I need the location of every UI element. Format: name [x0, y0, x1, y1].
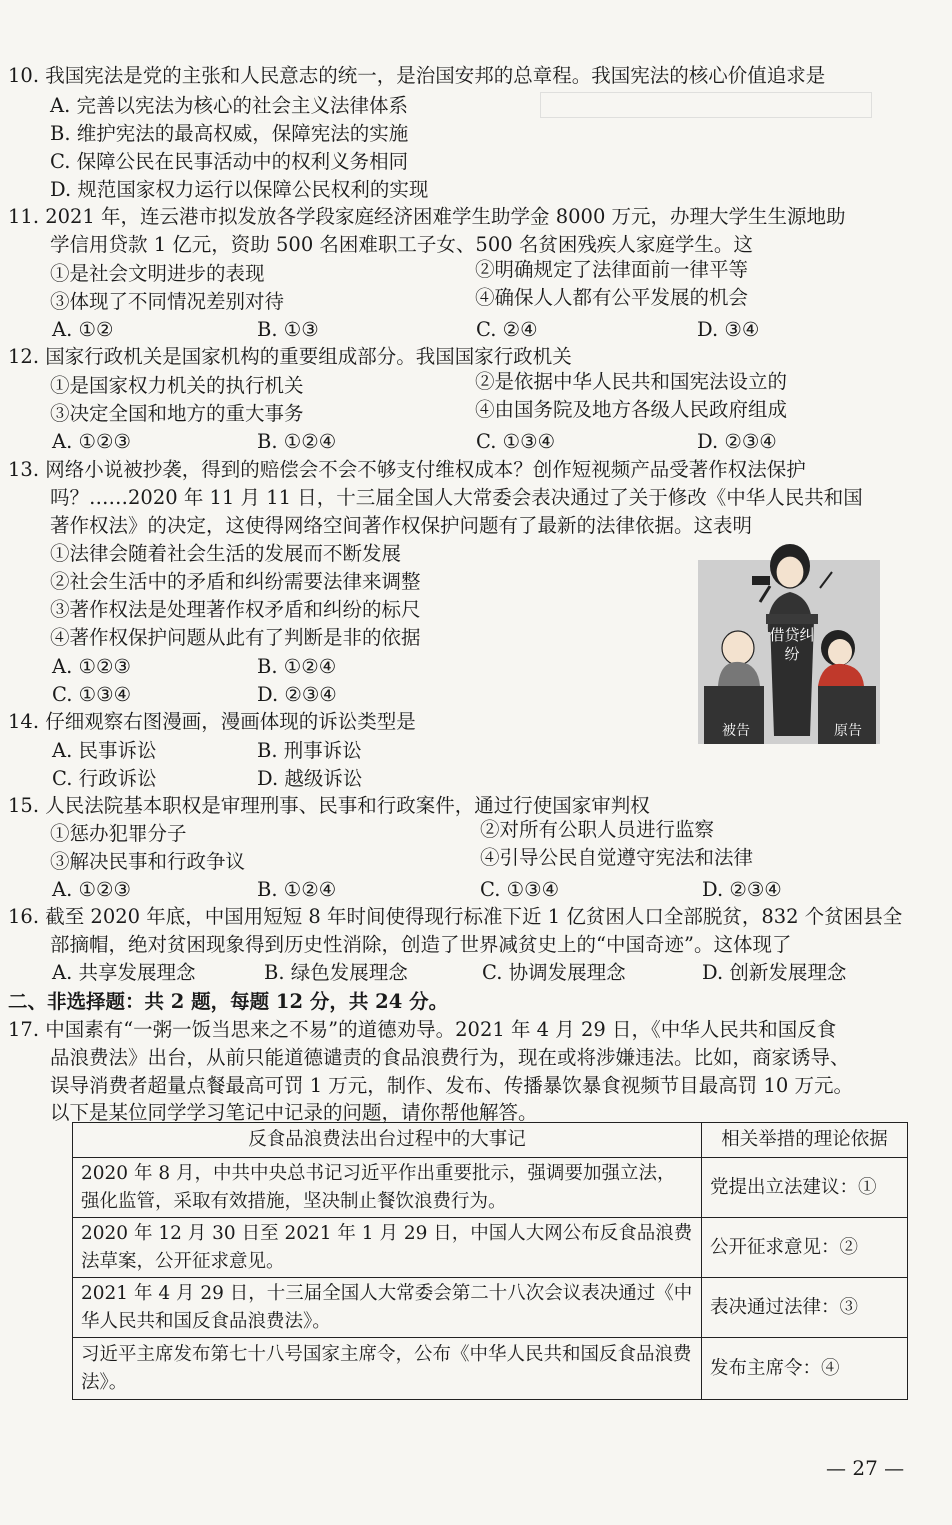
q13-statement-2: ②社会生活中的矛盾和纠纷需要法律来调整 [50, 570, 421, 593]
table-row [73, 1338, 908, 1400]
table-cell-basis: 发布主席令：④ [702, 1338, 908, 1400]
q10-option-c: C. 保障公民在民事活动中的权利义务相同 [50, 150, 409, 173]
q15-statement-2: ②对所有公职人员进行监察 [480, 818, 715, 841]
q11-option-b: B. ①③ [257, 318, 319, 341]
q11-statement-4: ④确保人人都有公平发展的机会 [475, 286, 749, 309]
table-row [73, 1278, 908, 1338]
q12-option-c: C. ①③④ [476, 430, 556, 453]
q10-option-a: A. 完善以宪法为核心的社会主义法律体系 [50, 94, 408, 117]
table-header-basis: 相关举措的理论依据 [702, 1123, 908, 1158]
q15-stem: 15. 人民法院基本职权是审理刑事、民事和行政案件，通过行使国家审判权 [8, 794, 650, 817]
q11-statement-3: ③体现了不同情况差别对待 [50, 290, 285, 313]
q14-option-a: A. 民事诉讼 [52, 739, 157, 762]
q12-options [52, 428, 932, 455]
q16-option-a: A. 共享发展理念 [52, 961, 196, 984]
q17-line2: 品浪费法》出台，从前只能道德谴责的食品浪费行为，现在或将涉嫌违法。比如，商家诱导、 [50, 1046, 850, 1069]
q17-line1: 17. 中国素有“一粥一饭当思来之不易”的道德劝导。2021 年 4 月 29 日，《中华人民共和国反食 [8, 1018, 837, 1041]
q11-statement-1: ①是社会文明进步的表现 [50, 262, 265, 285]
q10-option-d: D. 规范国家权力运行以保障公民权利的实现 [50, 178, 429, 201]
section2-heading: 二、非选择题：共 2 题，每题 12 分，共 24 分。 [8, 990, 449, 1013]
q12-statement-3: ③决定全国和地方的重大事务 [50, 402, 304, 425]
q12-option-b: B. ①②④ [257, 430, 337, 453]
q16-stem-line2: 部摘帽，绝对贫困现象得到历史性消除，创造了世界减贫史上的“中国奇迹”。这体现了 [50, 933, 792, 956]
q14-option-b: B. 刑事诉讼 [257, 739, 362, 762]
q14-options-row1 [52, 737, 452, 764]
q15-options [52, 876, 932, 903]
table-row [73, 1158, 908, 1218]
q12-statement-2: ②是依据中华人民共和国宪法设立的 [475, 370, 788, 393]
table-row [73, 1218, 908, 1278]
q15-statement-1: ①惩办犯罪分子 [50, 822, 187, 845]
q13-statement-1: ①法律会随着社会生活的发展而不断发展 [50, 542, 402, 565]
q14-stem: 14. 仔细观察右图漫画，漫画体现的诉讼类型是 [8, 710, 416, 733]
q17-line4: 以下是某位同学学习笔记中记录的问题，请你帮他解答。 [50, 1101, 538, 1124]
table-cell-event: 2021 年 4 月 29 日，十三届全国人大常委会第二十八次会议表决通过《中华人民共和国反食品浪费法》。 [73, 1278, 702, 1338]
table-cell-basis: 党提出立法建议：① [702, 1158, 908, 1218]
q16-option-c: C. 协调发展理念 [482, 961, 626, 984]
q11-stem-line1: 11. 2021 年，连云港市拟发放各学段家庭经济困难学生助学金 8000 万元，办理大学生生源地助 [8, 205, 846, 228]
q13-stem-line1: 13. 网络小说被抄袭，得到的赔偿会不会不够支付维权成本？创作短视频产品受著作权法保护 [8, 458, 806, 481]
q16-option-d: D. 创新发展理念 [702, 961, 847, 984]
q16-stem-line1: 16. 截至 2020 年底，中国用短短 8 年时间使得现行标准下近 1 亿贫困人口全部脱贫，832 个贫困县全 [8, 905, 903, 928]
q12-option-d: D. ②③④ [697, 430, 777, 453]
q17-line3: 误导消费者超量点餐最高可罚 1 万元，制作、发布、传播暴饮暴食视频节目最高罚 10 万元。 [50, 1074, 854, 1097]
table-cell-event: 2020 年 12 月 30 日至 2021 年 1 月 29 日，中国人大网公布反食品浪费法草案，公开征求意见。 [73, 1218, 702, 1278]
q13-options-row2 [52, 681, 452, 708]
q14-option-c: C. 行政诉讼 [52, 767, 157, 790]
table-cell-event: 习近平主席发布第七十八号国家主席令，公布《中华人民共和国反食品浪费法》。 [73, 1338, 702, 1400]
q13-statement-4: ④著作权保护问题从此有了判断是非的依据 [50, 626, 421, 649]
q12-statement-4: ④由国务院及地方各级人民政府组成 [475, 398, 788, 421]
q15-option-d: D. ②③④ [702, 878, 782, 901]
q11-option-d: D. ③④ [697, 318, 760, 341]
bleed-through-strip [540, 92, 872, 118]
q15-option-c: C. ①③④ [480, 878, 560, 901]
cartoon-plaintiff-label: 原告 [834, 723, 862, 739]
q13-option-d: D. ②③④ [257, 683, 337, 706]
q13-option-c: C. ①③④ [52, 683, 132, 706]
food-waste-law-table [72, 1122, 908, 1400]
cartoon-banner-text: 借贷纠纷 [769, 626, 815, 663]
table-cell-basis: 表决通过法律：③ [702, 1278, 908, 1338]
cartoon-defendant-label: 被告 [722, 723, 750, 739]
q11-option-c: C. ②④ [476, 318, 538, 341]
q15-statement-3: ③解决民事和行政争议 [50, 850, 246, 873]
q12-stem: 12. 国家行政机关是国家机构的重要组成部分。我国国家行政机关 [8, 345, 572, 368]
page-number: — 27 — [826, 1456, 905, 1480]
q13-statement-3: ③著作权法是处理著作权矛盾和纠纷的标尺 [50, 598, 421, 621]
q12-option-a: A. ①②③ [52, 430, 131, 453]
q16-options [52, 959, 932, 986]
q11-stem-line2: 学信用贷款 1 亿元，资助 500 名困难职工子女、500 名贫困残疾人家庭学生。这 [50, 233, 753, 256]
q14-options-row2 [52, 765, 452, 792]
table-cell-basis: 公开征求意见：② [702, 1218, 908, 1278]
q11-option-a: A. ①② [52, 318, 114, 341]
q11-statement-2: ②明确规定了法律面前一律平等 [475, 258, 749, 281]
q10-option-b: B. 维护宪法的最高权威，保障宪法的实施 [50, 122, 409, 145]
table-cell-event: 2020 年 8 月，中共中央总书记习近平作出重要批示，强调要加强立法，强化监管，采取有效措施，坚决制止餐饮浪费行为。 [73, 1158, 702, 1218]
q13-options-row1 [52, 653, 452, 680]
table-header-events: 反食品浪费法出台过程中的大事记 [73, 1123, 702, 1158]
table-header-row [73, 1123, 908, 1158]
q10-stem: 10. 我国宪法是党的主张和人民意志的统一，是治国安邦的总章程。我国宪法的核心价值追求是 [8, 64, 826, 87]
q13-stem-line2: 吗？……2020 年 11 月 11 日，十三届全国人大常委会表决通过了关于修改《中华人民共和国 [50, 486, 863, 509]
q15-option-b: B. ①②④ [257, 878, 337, 901]
q13-stem-line3: 著作权法》的决定，这使得网络空间著作权保护问题有了最新的法律依据。这表明 [50, 514, 753, 537]
q13-option-b: B. ①②④ [257, 655, 337, 678]
q11-options [52, 316, 932, 343]
q15-option-a: A. ①②③ [52, 878, 131, 901]
q15-statement-4: ④引导公民自觉遵守宪法和法律 [480, 846, 754, 869]
q12-statement-1: ①是国家权力机关的执行机关 [50, 374, 304, 397]
q16-option-b: B. 绿色发展理念 [264, 961, 408, 984]
court-cartoon [698, 536, 880, 744]
q13-option-a: A. ①②③ [52, 655, 131, 678]
q14-option-d: D. 越级诉讼 [257, 767, 363, 790]
